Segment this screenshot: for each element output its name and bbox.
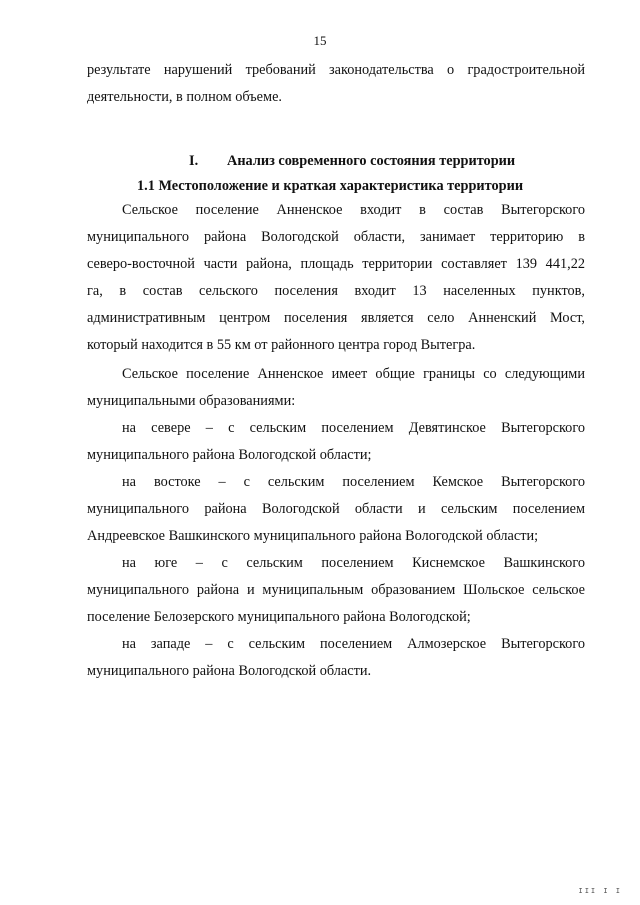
north-border-line: муниципального района Вологодской области; — [87, 447, 372, 463]
location-line: муниципального района Вологодской области, занимает территорию в — [87, 229, 585, 245]
intro-paragraph — [87, 57, 585, 111]
location-line: который находится в 55 км от районного центра город Вытегра. — [87, 337, 476, 353]
north-border-paragraph — [87, 415, 585, 469]
east-border-line: на востоке – с сельским поселением Кемское Вытегорского — [122, 474, 585, 490]
west-border-paragraph — [87, 631, 585, 685]
page-number: 15 — [313, 33, 327, 48]
scan-footer-marks: ІІІ І І — [578, 887, 622, 895]
south-border-line: поселение Белозерского муниципального района Вологодской; — [87, 609, 471, 625]
section-numeral: I. — [189, 153, 199, 169]
location-line: га, в состав сельского поселения входит 13 населенных пунктов, — [87, 283, 585, 299]
location-line: Сельское поселение Анненское входит в состав Вытегорского — [122, 202, 585, 218]
subsection-heading: 1.1 Местоположение и краткая характеристика территории — [137, 178, 524, 194]
west-border-line: муниципального района Вологодской области. — [87, 663, 372, 679]
section-heading — [87, 148, 585, 175]
location-paragraph — [87, 197, 585, 359]
section-title: Анализ современного состояния территории — [227, 153, 516, 169]
intro-line: деятельности, в полном объеме. — [87, 89, 282, 105]
location-line: северо-восточной части района, площадь территории составляет 139 441,22 — [87, 256, 585, 272]
east-border-line: Андреевское Вашкинского муниципального района Вологодской области; — [87, 528, 539, 544]
borders-intro-line: муниципальными образованиями: — [87, 393, 296, 409]
location-line: административным центром поселения является село Анненский Мост, — [87, 310, 585, 326]
borders-intro-line: Сельское поселение Анненское имеет общие границы со следующими — [122, 366, 585, 382]
intro-line: результате нарушений требований законодательства о градостроительной — [87, 62, 585, 78]
south-border-paragraph — [87, 550, 585, 631]
document-body — [87, 55, 585, 685]
east-border-paragraph — [87, 469, 585, 550]
south-border-line: муниципального района и муниципальным образованием Шольское сельское — [87, 582, 585, 598]
north-border-line: на севере – с сельским поселением Девятинское Вытегорского — [122, 420, 585, 436]
borders-intro-paragraph — [87, 361, 585, 415]
south-border-line: на юге – с сельским поселением Киснемское Вашкинского — [122, 555, 585, 571]
east-border-line: муниципального района Вологодской области и сельским поселением — [87, 501, 585, 517]
west-border-line: на западе – с сельским поселением Алмозерское Вытегорского — [122, 636, 585, 652]
